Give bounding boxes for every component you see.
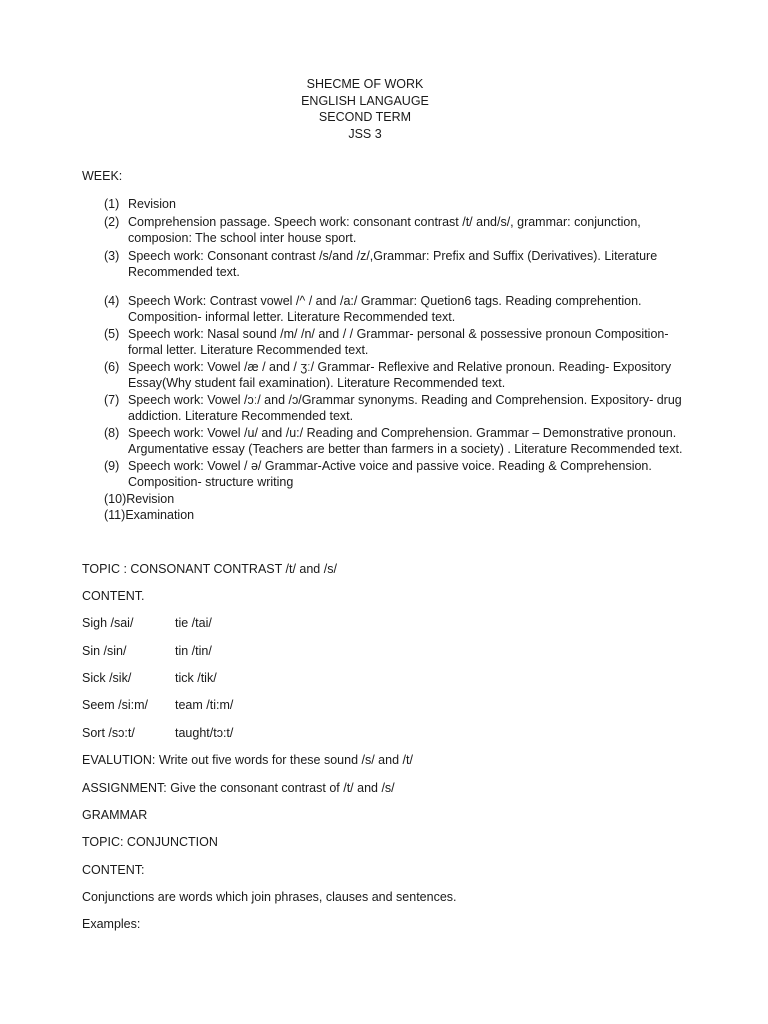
week-number: (5) bbox=[104, 326, 120, 341]
week-item bbox=[104, 507, 704, 524]
title-line: SECOND TERM bbox=[318, 110, 412, 124]
week-number: (6) bbox=[104, 359, 120, 374]
content-label: CONTENT: bbox=[82, 863, 145, 877]
sound-pair-row bbox=[82, 698, 233, 712]
week-text: Speech work: Vowel /ɔː/ and /ɔ/Grammar synonyms. Reading and Comprehension. Expository- drug addiction. Literature Recommended text. bbox=[128, 392, 682, 423]
week-item bbox=[104, 214, 704, 247]
week-number: (7) bbox=[104, 392, 120, 407]
assignment-text: ASSIGNMENT: Give the consonant contrast of /t/ and /s/ bbox=[82, 781, 395, 795]
week-text: Examination bbox=[125, 508, 195, 522]
week-number: (9) bbox=[104, 458, 120, 473]
week-number: (10) bbox=[104, 491, 127, 506]
t-word: tick /tik/ bbox=[175, 671, 217, 685]
grammar-heading: GRAMMAR bbox=[82, 808, 148, 822]
week-number: (4) bbox=[104, 293, 120, 308]
week-item bbox=[104, 196, 704, 213]
week-text: Speech work: Consonant contrast /s/and /z/,Grammar: Prefix and Suffix (Derivatives). Literature Recommended text. bbox=[128, 248, 658, 279]
document-title bbox=[0, 76, 730, 142]
week-item bbox=[104, 458, 704, 491]
s-word: Sigh /sai/ bbox=[82, 616, 134, 630]
evaluation-text: EVALUTION: Write out five words for these sound /s/ and /t/ bbox=[82, 753, 413, 767]
week-item bbox=[104, 359, 704, 392]
week-number: (11) bbox=[104, 508, 126, 522]
week-text: Speech work: Vowel /u/ and /u:/ Reading and Comprehension. Grammar – Demonstrative pronoun. Argumentative essay (Teachers are better than farmers in a society) . Literature Recommended text. bbox=[128, 425, 683, 456]
week-text: Comprehension passage. Speech work: consonant contrast /t/ and/s/, grammar: conjunction, composion: The school inter house sport. bbox=[128, 214, 641, 245]
t-word: tin /tin/ bbox=[175, 644, 212, 658]
content-label: CONTENT. bbox=[82, 589, 145, 603]
week-list bbox=[104, 196, 704, 524]
sound-pair-row bbox=[82, 726, 233, 740]
week-item bbox=[104, 248, 704, 281]
t-word: team /ti:m/ bbox=[175, 698, 234, 712]
week-text: Revision bbox=[126, 491, 175, 506]
week-item bbox=[104, 326, 704, 359]
week-text: Speech Work: Contrast vowel /^ / and /a:/ Grammar: Quetion6 tags. Reading comprehention. Composition- informal letter. Literature Recommended text. bbox=[128, 293, 642, 324]
s-word: Seem /si:m/ bbox=[82, 698, 148, 712]
week-number: (8) bbox=[104, 425, 120, 440]
t-word: taught/tɔ:t/ bbox=[175, 726, 234, 740]
week-item bbox=[104, 425, 704, 458]
week-item bbox=[104, 392, 704, 425]
definition-text: Conjunctions are words which join phrases, clauses and sentences. bbox=[82, 890, 457, 904]
week-item bbox=[104, 491, 704, 508]
s-word: Sick /sik/ bbox=[82, 671, 132, 685]
week-number: (1) bbox=[104, 197, 120, 211]
s-word: Sin /sin/ bbox=[82, 644, 127, 658]
topic-heading: TOPIC: CONJUNCTION bbox=[82, 835, 218, 849]
topic-heading: TOPIC : CONSONANT CONTRAST /t/ and /s/ bbox=[82, 562, 337, 576]
week-text: Speech work: Vowel / ə/ Grammar-Active voice and passive voice. Reading & Comprehension. Composition- structure writing bbox=[128, 458, 652, 489]
week-number: (3) bbox=[104, 248, 120, 263]
examples-label: Examples: bbox=[82, 917, 141, 931]
week-text: Speech work: Vowel /æ / and / ʒː/ Grammar- Reflexive and Relative pronoun. Reading- Expository Essay(Why student fail examination). Literature Recommended text. bbox=[128, 359, 672, 390]
title-line: SHECME OF WORK bbox=[306, 77, 424, 91]
s-word: Sort /sɔ:t/ bbox=[82, 726, 135, 740]
title-line: JSS 3 bbox=[348, 126, 382, 141]
week-text: Speech work: Nasal sound /m/ /n/ and / / Grammar- personal & possessive pronoun Composition- formal letter. Literature Recommended text. bbox=[128, 326, 669, 357]
t-word: tie /tai/ bbox=[175, 616, 212, 630]
title-line: ENGLISH LANGAUGE bbox=[301, 93, 429, 108]
week-text: Revision bbox=[128, 197, 176, 211]
sound-pair-row bbox=[82, 671, 217, 685]
week-number: (2) bbox=[104, 214, 120, 229]
sound-pair-row bbox=[82, 616, 212, 630]
week-item bbox=[104, 293, 704, 326]
sound-pair-row bbox=[82, 644, 212, 658]
week-label: WEEK: bbox=[82, 169, 123, 183]
